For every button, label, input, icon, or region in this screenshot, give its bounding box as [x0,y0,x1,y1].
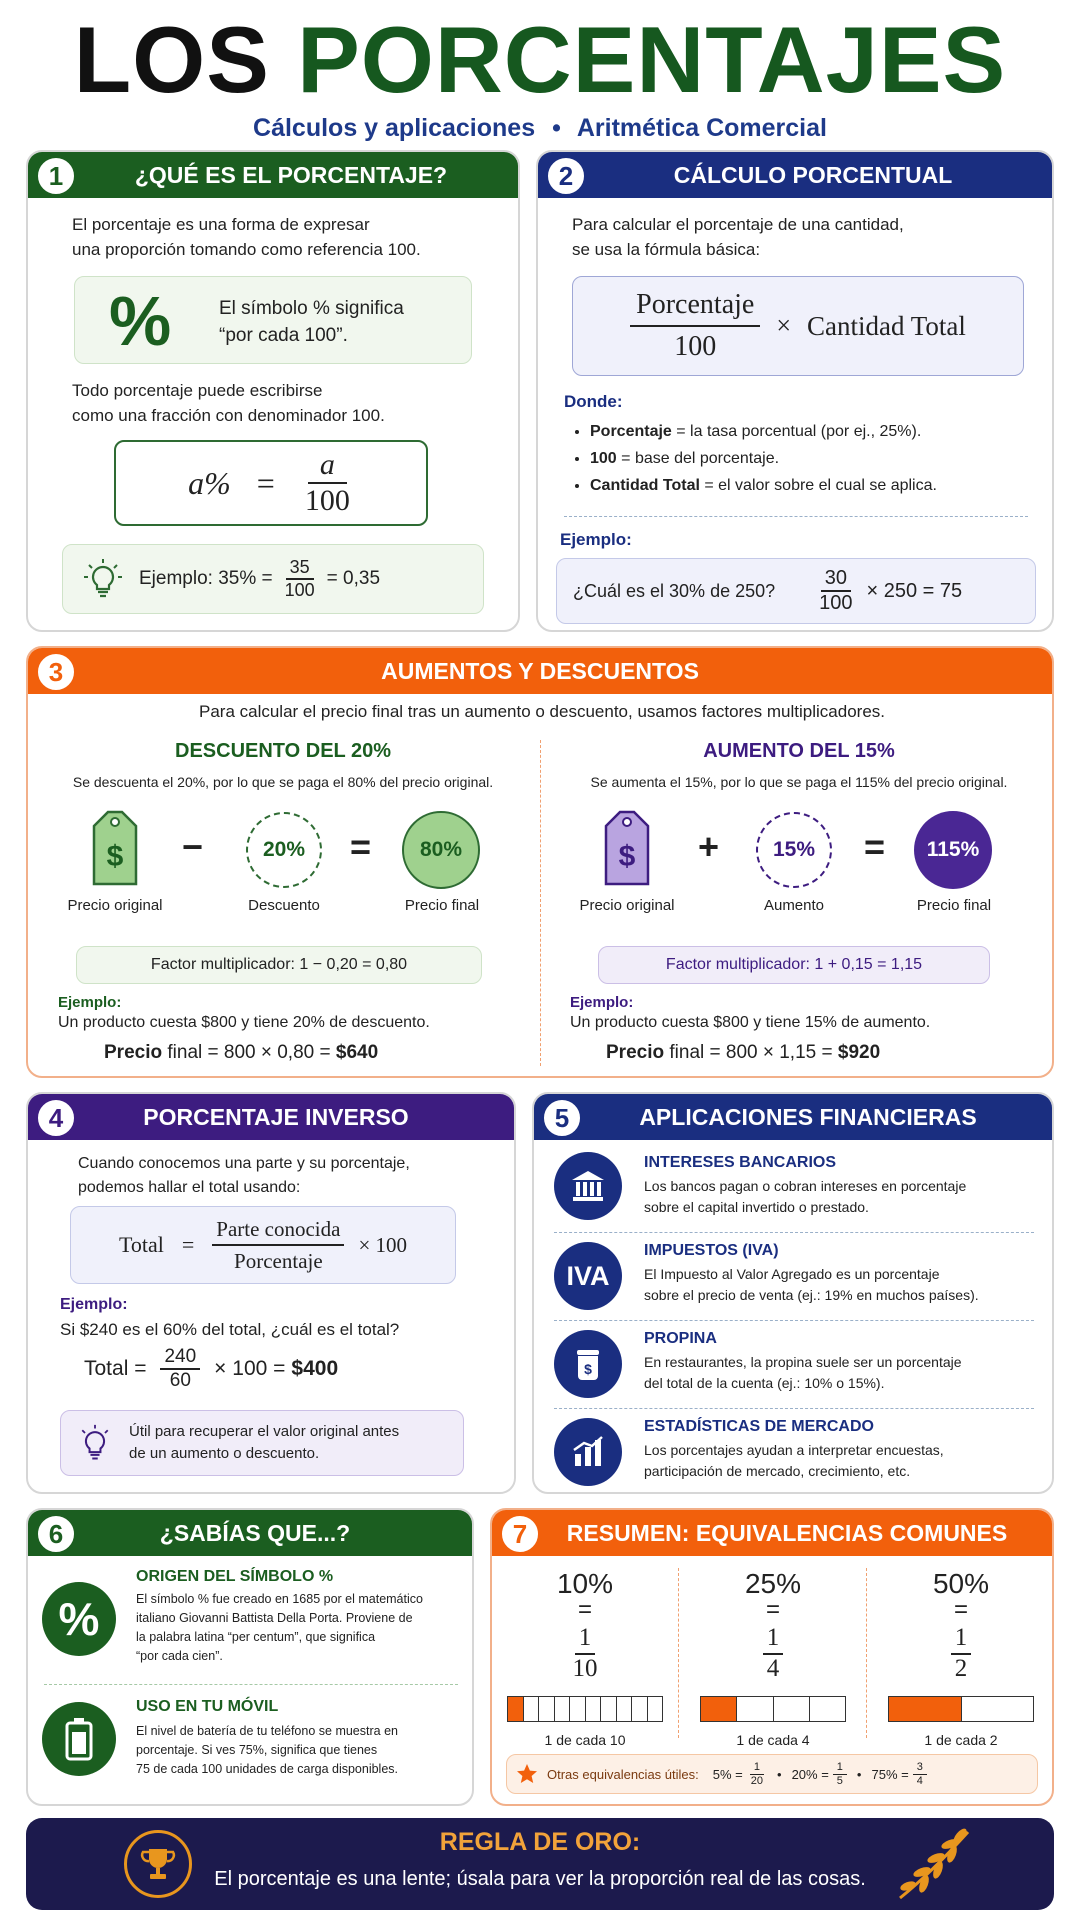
section-7-title: RESUMEN: EQUIVALENCIAS COMUNES [566,1519,1008,1546]
bar-segment [632,1697,648,1721]
fact-line: 75 de cada 100 unidades de carga disponibles. [136,1762,399,1776]
s4-example-num: 240 [160,1346,200,1370]
section-3-number: 3 [34,650,78,694]
fin-item-line-2: participación de mercado, crecimiento, etc. [644,1463,911,1479]
s2-bullet [590,472,1030,499]
s1-intro-line-2: una proporción tomando como referencia 100. [72,240,421,259]
other-eq-fraction [913,1761,927,1787]
s4-formula-den: Porcentaje [234,1249,323,1273]
equivalence-column [680,1568,866,1748]
fin-item-title: IMPUESTOS (IVA) [644,1242,779,1259]
s2-intro [572,212,904,262]
s2-bullet-text: = base del porcentaje. [616,450,780,467]
section-2-header [538,152,1052,198]
fin-divider [554,1408,1034,1409]
fin-item-line-1: En restaurantes, la propina suele ser un porcentaje [644,1354,962,1370]
s2-example-rest: × 250 = 75 [866,579,963,602]
s4-intro-line-2: podemos hallar el total usando: [78,1179,301,1196]
s1-formula-num: a [308,448,347,485]
equivalence-column [868,1568,1054,1748]
increase-label-original: Precio original [579,897,675,914]
lightbulb-icon [75,1422,115,1464]
s2-formula-times: × [776,311,791,340]
s2-intro-line-1: Para calcular el porcentaje de una cantidad, [572,215,904,234]
section-7-header [492,1510,1052,1556]
fin-item-text [644,1440,944,1482]
s2-divider [564,516,1028,517]
s3-divider [540,740,541,1066]
s1-example-box [62,544,484,614]
increase-heading: AUMENTO DEL 15% [703,740,895,762]
s1-fraction-line-2: como una fracción con denominador 100. [72,406,385,425]
s2-formula-fraction [630,289,760,363]
s1-symbol-line-2: “por cada 100”. [219,325,348,346]
s1-formula-left: a% [188,464,231,501]
section-4-header [28,1094,514,1140]
iva-icon: IVA [554,1242,622,1310]
s1-symbol-text [219,295,404,349]
increase-label-percent: Aumento [763,897,825,914]
fact-line: porcentaje. Si ves 75%, significa que tienes [136,1743,378,1757]
tag-symbol: $ [106,840,124,873]
equivalence-den: 2 [954,1654,968,1682]
percent-icon: % [42,1582,116,1656]
section-5-header [534,1094,1052,1140]
bar-segment [555,1697,571,1721]
s4-tip-box [60,1410,464,1476]
discount-description: Se descuenta el 20%, por lo que se paga el 80% del precio original. [72,774,494,790]
section-7-number: 7 [498,1512,542,1556]
s4-example-fraction [160,1346,200,1392]
s4-formula-num: Parte conocida [212,1217,344,1246]
increase-example-text: Un producto cuesta $800 y tiene 15% de aumento. [570,1014,931,1031]
s2-where-label: Donde: [564,392,623,411]
s1-formula-den: 100 [304,484,350,517]
price-tag-icon [602,808,652,888]
fin-divider [554,1232,1034,1233]
bar-segment-filled [701,1697,737,1721]
subtitle-part-2: Aritmética Comercial [576,114,827,142]
equivalence-fraction [868,1624,1054,1684]
bar-segment [962,1697,1034,1721]
equivalence-caption: 1 de cada 2 [924,1732,998,1748]
s1-fraction-text [72,378,385,428]
eq-divider [678,1568,679,1738]
discount-factor-box: Factor multiplicador: 1 − 0,20 = 0,80 [76,946,482,984]
bar-segment [570,1697,586,1721]
header [0,8,1080,143]
increase-final-circle: 115% [914,811,992,889]
other-eq-fraction [747,1761,767,1787]
discount-result-expression: final = 800 × 0,80 = [162,1042,336,1063]
s4-example-question: Si $240 es el 60% del total, ¿cuál es el total? [60,1320,400,1339]
title-part-2: PORCENTAJES [297,7,1007,112]
section-5-number: 5 [540,1096,584,1140]
golden-rule-title: REGLA DE ORO: [439,1828,641,1856]
s2-intro-line-2: se usa la fórmula básica: [572,240,761,259]
bar-segment [810,1697,845,1721]
equivalence-percent: 50% [932,1568,990,1599]
s4-example-den: 60 [169,1369,191,1391]
other-eq-separator: • [856,1766,862,1782]
s2-example-den: 100 [819,592,853,614]
s1-symbol-line-1: El símbolo % significa [219,298,404,319]
discount-label-percent: Descuento [248,897,320,914]
tip-jar-icon [554,1330,622,1398]
section-financial-applications [532,1092,1054,1494]
bar-segment [617,1697,633,1721]
other-eq-den: 20 [750,1774,763,1787]
lightbulb-icon [81,557,125,601]
fin-item-text [644,1176,966,1218]
s2-formula-right: Cantidad Total [807,310,966,341]
discount-label-original: Precio original [67,897,163,914]
other-eq-left: 75% = [871,1766,909,1782]
s2-example-question: ¿Cuál es el 30% de 250? [573,580,776,601]
s4-tip-text [129,1421,399,1465]
increase-result-expression: final = 800 × 1,15 = [664,1042,838,1063]
fin-item-line-2: del total de la cuenta (ej.: 10% o 15%). [644,1375,885,1391]
s4-formula-right: × 100 [358,1232,408,1257]
s4-intro [78,1152,410,1200]
s2-formula-num: Porcentaje [630,289,760,327]
discount-final-circle: 80% [402,811,480,889]
equivalence-den: 10 [572,1654,598,1682]
increase-example-heading: Ejemplo: [570,994,634,1011]
price-tag-icon [90,808,140,888]
s4-example-rest: × 100 = [214,1356,286,1380]
bar-chart-icon [554,1418,622,1486]
equals-sign: = [864,826,886,867]
svg-text:$: $ [584,1361,592,1377]
equivalence-fraction [680,1624,866,1684]
section-2-title: CÁLCULO PORCENTUAL [673,161,953,188]
s2-example-fraction [815,567,856,615]
equivalence-num: 1 [763,1624,784,1655]
section-4-number: 4 [34,1096,78,1140]
fin-item-text [644,1352,962,1394]
other-eq-num: 1 [750,1761,764,1775]
increase-label-final: Precio final [916,897,992,914]
s3-intro: Para calcular el precio final tras un aumento o descuento, usamos factores multiplicadores. [198,702,886,721]
increase-result [606,1042,880,1064]
subtitle-separator: • [552,114,561,142]
s4-example-left: Total = [84,1356,147,1380]
discount-result [104,1042,378,1064]
s2-formula-den: 100 [674,331,717,362]
other-equivalences-label: Otras equivalencias útiles: [547,1766,699,1782]
s1-example-label: Ejemplo: 35% = [139,568,273,589]
fin-item-title: INTERESES BANCARIOS [644,1154,837,1171]
section-6-header [28,1510,472,1556]
page-title [0,8,1080,112]
s2-bullet-text: = el valor sobre el cual se aplica. [699,477,937,494]
equivalence-caption: 1 de cada 4 [736,1732,810,1748]
fact-title: ORIGEN DEL SÍMBOLO % [136,1568,334,1585]
other-eq-den: 4 [916,1774,923,1787]
s1-symbol-box [74,276,472,364]
discount-label-final: Precio final [404,897,480,914]
equivalence-percent: 10% [556,1568,614,1599]
section-did-you-know [26,1508,474,1806]
fin-item-line-1: Los porcentajes ayudan a interpretar encuestas, [644,1442,944,1458]
s2-example-box [556,558,1036,624]
section-1-title: ¿QUÉ ES EL PORCENTAJE? [134,161,448,188]
s4-example-value: $400 [291,1356,339,1380]
equivalence-den: 4 [766,1654,780,1682]
fact-line: El símbolo % fue creado en 1685 por el matemático [136,1592,423,1606]
s2-bullet-term: Cantidad Total [590,477,700,494]
fact-line: la palabra latina “per centum”, que significa [136,1630,376,1644]
s1-formula-fraction [301,448,354,519]
bar-segment [601,1697,617,1721]
s2-example-num: 30 [821,567,851,592]
section-3-header [28,648,1052,694]
star-icon [515,1762,539,1786]
other-eq-left: 20% = [791,1766,829,1782]
discount-result-label: Precio [104,1042,163,1063]
equivalence-fraction [492,1624,678,1684]
bar-segment-filled [889,1697,962,1721]
other-eq-left: 5% = [712,1766,743,1782]
bar-segment [524,1697,540,1721]
s2-bullet-list [590,418,1030,499]
section-1-header [28,152,518,198]
other-eq-num: 1 [833,1761,847,1775]
equivalence-caption: 1 de cada 10 [544,1732,626,1748]
fin-divider [554,1320,1034,1321]
section-what-is-percent [26,150,520,632]
golden-rule-text: El porcentaje es una lente; úsala para ver la proporción real de las cosas. [214,1868,866,1890]
bar-segment [586,1697,602,1721]
plus-sign: + [698,826,720,867]
section-inverse-percent [26,1092,516,1494]
fact-text [136,1590,423,1666]
fin-item-text [644,1264,979,1306]
golden-rule-banner [26,1818,1054,1910]
discount-heading: DESCUENTO DEL 20% [175,740,391,762]
s1-example-num: 35 [286,557,314,580]
equivalence-equals: = [577,1596,592,1623]
s1-example-result: = 0,35 [326,568,381,589]
s2-bullet [590,418,1030,445]
equivalence-equals: = [765,1596,780,1623]
discount-result-value: $640 [335,1042,379,1063]
fin-item-line-2: sobre el capital invertido o prestado. [644,1199,869,1215]
section-1-number: 1 [34,154,78,198]
page-subtitle [0,114,1080,143]
s2-example-heading: Ejemplo: [560,530,632,549]
discount-percent-circle: 20% [246,812,322,888]
bar-segment [737,1697,773,1721]
s4-tip-line-1: Útil para recuperar el valor original antes [129,1423,400,1440]
battery-icon [42,1702,116,1776]
equals-sign: = [350,826,372,867]
subtitle-part-1: Cálculos y aplicaciones [253,114,536,142]
section-5-title: APLICACIONES FINANCIERAS [639,1103,977,1130]
bar-segment [774,1697,810,1721]
increase-description: Se aumenta el 15%, por lo que se paga el 115% del precio original. [590,774,1008,790]
other-eq-den: 5 [836,1774,843,1787]
other-eq-separator: • [777,1766,782,1782]
equivalence-num: 1 [951,1624,972,1655]
increase-factor-box: Factor multiplicador: 1 + 0,15 = 1,15 [598,946,990,984]
percent-symbol-icon: % [109,282,172,360]
s4-formula-eq: = [181,1232,195,1257]
bar-segment-filled [508,1697,524,1721]
equivalence-column [492,1568,678,1748]
fact-text [136,1722,398,1779]
discount-example-heading: Ejemplo: [58,994,122,1011]
title-part-1: LOS [73,7,270,112]
section-percent-calculation [536,150,1054,632]
s4-example-result [84,1346,338,1392]
section-4-title: PORCENTAJE INVERSO [143,1103,409,1130]
s4-intro-line-1: Cuando conocemos una parte y su porcentaje, [78,1155,410,1172]
fin-item-line-1: El Impuesto al Valor Agregado es un porcentaje [644,1266,940,1282]
bar-segment [648,1697,663,1721]
equivalence-bar [700,1696,846,1722]
equivalence-equals: = [953,1596,968,1623]
section-6-number: 6 [34,1512,78,1556]
fin-item-title: ESTADÍSTICAS DE MERCADO [644,1418,874,1435]
section-3-title: AUMENTOS Y DESCUENTOS [381,657,699,684]
tag-symbol: $ [618,840,636,873]
other-eq-fraction [833,1761,847,1787]
s1-intro [72,212,421,262]
s1-fraction-line-1: Todo porcentaje puede escribirse [72,381,323,400]
fin-item-title: PROPINA [644,1330,717,1347]
s2-bullet [590,445,1030,472]
bar-segment [539,1697,555,1721]
s2-formula-box [572,276,1024,376]
equivalence-bar [888,1696,1034,1722]
equivalence-num: 1 [575,1624,596,1655]
s4-formula-fraction [212,1217,344,1273]
bank-icon [554,1152,622,1220]
fact-title: USO EN TU MÓVIL [136,1698,279,1715]
fact-line: “por cada cien”. [136,1649,223,1663]
equivalence-percent: 25% [744,1568,802,1599]
s4-example-heading: Ejemplo: [60,1296,128,1313]
s1-example-den: 100 [284,580,315,600]
other-equivalences-box [506,1754,1038,1794]
increase-percent-circle: 15% [756,812,832,888]
increase-result-value: $920 [837,1042,881,1063]
s1-intro-line-1: El porcentaje es una forma de expresar [72,215,370,234]
fin-item-line-1: Los bancos pagan o cobran intereses en porcentaje [644,1178,967,1194]
fin-item-line-2: sobre el precio de venta (ej.: 19% en muchos países). [644,1287,979,1303]
s1-example-fraction [281,557,319,600]
s1-formula-eq: = [256,464,275,501]
s1-formula-box [114,440,428,526]
discount-example-text: Un producto cuesta $800 y tiene 20% de descuento. [58,1014,430,1031]
s4-tip-line-2: de un aumento o descuento. [129,1445,320,1462]
section-6-title: ¿SABÍAS QUE...? [159,1519,351,1546]
fact-divider [44,1684,458,1685]
laurel-icon [890,1824,980,1904]
other-eq-num: 3 [913,1761,927,1775]
fact-line: italiano Giovanni Battista Della Porta. Proviene de [136,1611,413,1625]
equivalence-bar [507,1696,663,1722]
section-increases-discounts [26,646,1054,1078]
increase-result-label: Precio [606,1042,665,1063]
fact-line: El nivel de batería de tu teléfono se muestra en [136,1724,398,1738]
s4-formula-left: Total [118,1232,164,1257]
s2-bullet-text: = la tasa porcentual (por ej., 25%). [671,423,922,440]
section-summary-equivalences [490,1508,1054,1806]
minus-sign: − [182,826,204,867]
s2-bullet-term: Porcentaje [590,423,672,440]
section-2-number: 2 [544,154,588,198]
eq-divider [866,1568,867,1738]
s4-formula-box [70,1206,456,1284]
s2-bullet-term: 100 [590,450,617,467]
